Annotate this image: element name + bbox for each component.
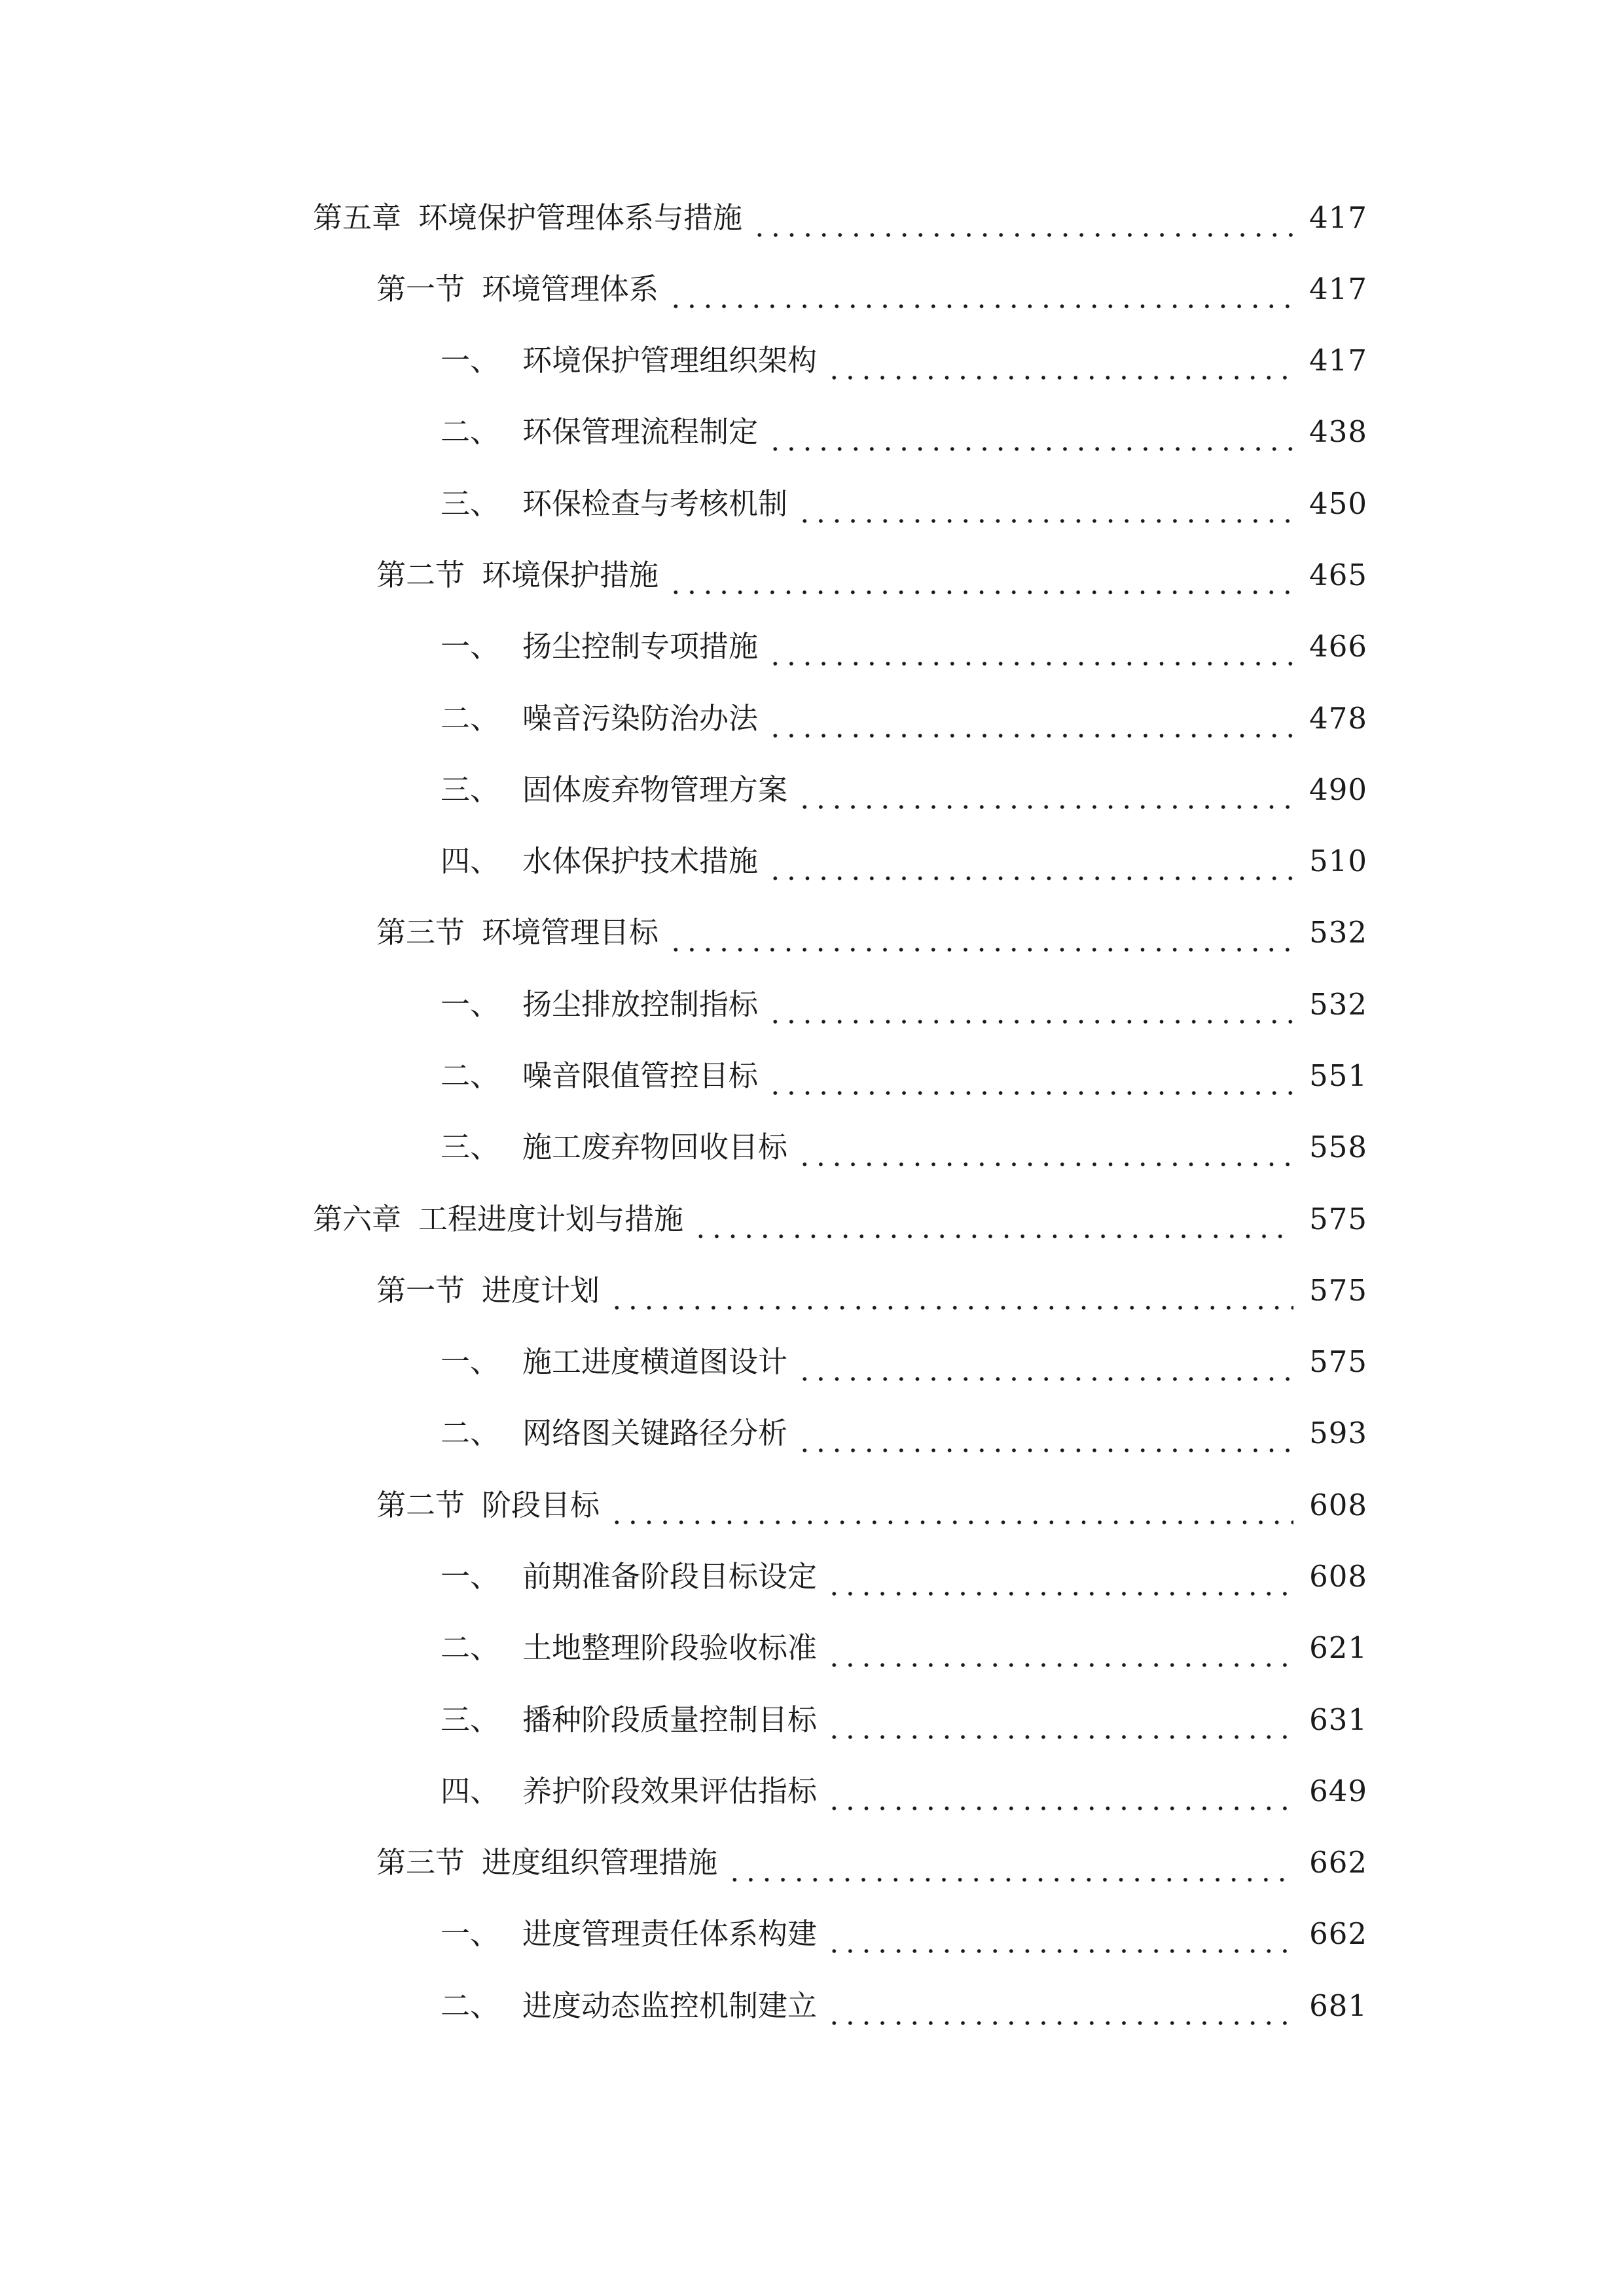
dot-leader	[751, 207, 1293, 238]
entry-number: 一、	[441, 629, 500, 664]
entry-title: 环保检查与考核机制	[522, 486, 788, 521]
entry-number: 二、	[441, 1416, 500, 1450]
toc-entry-section[interactable]	[376, 906, 1367, 959]
toc-entry-subsection[interactable]	[441, 835, 1367, 888]
dot-leader	[767, 850, 1293, 882]
entry-title: 进度管理责任体系构建	[522, 1916, 818, 1951]
entry-title: 土地整理阶段验收标准	[522, 1630, 818, 1665]
dot-leader	[797, 779, 1293, 810]
dot-leader	[797, 1351, 1293, 1382]
dot-leader	[767, 1065, 1293, 1096]
entry-title: 网络图关键路径分析	[522, 1416, 788, 1450]
entry-number: 第三节	[376, 915, 465, 950]
toc-entry-subsection[interactable]	[441, 620, 1367, 673]
toc-entry-subsection[interactable]	[441, 1336, 1367, 1388]
entry-page-number: 608	[1309, 1488, 1367, 1522]
entry-title: 噪音限值管控目标	[522, 1058, 759, 1093]
entry-number: 第三节	[376, 1845, 465, 1880]
entry-page-number: 631	[1309, 1702, 1367, 1737]
entry-page-number: 417	[1309, 343, 1367, 378]
entry-number: 一、	[441, 1916, 500, 1951]
entry-title: 前期准备阶段目标设定	[522, 1559, 818, 1594]
entry-page-number: 551	[1309, 1058, 1367, 1093]
dot-leader	[609, 1494, 1293, 1526]
entry-title: 进度组织管理措施	[482, 1845, 718, 1880]
entry-page-number: 417	[1309, 200, 1367, 235]
entry-number: 一、	[441, 1559, 500, 1594]
entry-number: 三、	[441, 486, 500, 521]
dot-leader	[767, 636, 1293, 667]
entry-title: 扬尘排放控制指标	[522, 987, 759, 1022]
dot-leader	[767, 421, 1293, 452]
toc-entry-subsection[interactable]	[441, 1980, 1367, 2032]
toc-entry-subsection[interactable]	[441, 764, 1367, 816]
entry-title: 固体废弃物管理方案	[522, 772, 788, 807]
entry-number: 二、	[441, 1988, 500, 2023]
entry-title: 播种阶段质量控制目标	[522, 1702, 818, 1737]
toc-entry-subsection[interactable]	[441, 334, 1367, 387]
entry-number: 三、	[441, 1702, 500, 1737]
entry-page-number: 575	[1309, 1273, 1367, 1308]
entry-title: 环境管理目标	[482, 915, 659, 950]
toc-entry-subsection[interactable]	[441, 978, 1367, 1031]
entry-title: 环境保护措施	[482, 558, 659, 592]
dot-leader	[797, 493, 1293, 524]
entry-title: 环境保护管理组织架构	[522, 343, 818, 378]
entry-page-number: 478	[1309, 701, 1367, 736]
entry-page-number: 510	[1309, 844, 1367, 878]
entry-title: 养护阶段效果评估指标	[522, 1774, 818, 1808]
entry-title: 工程进度计划与措施	[418, 1202, 684, 1236]
entry-title: 噪音污染防治办法	[522, 701, 759, 736]
entry-number: 一、	[441, 987, 500, 1022]
entry-title: 水体保护技术措施	[522, 844, 759, 878]
entry-page-number: 490	[1309, 772, 1367, 807]
entry-number: 四、	[441, 844, 500, 878]
entry-page-number: 450	[1309, 486, 1367, 521]
entry-number: 第一节	[376, 272, 465, 306]
entry-title: 施工进度横道图设计	[522, 1344, 788, 1379]
toc-entry-subsection[interactable]	[441, 692, 1367, 745]
entry-number: 二、	[441, 1630, 500, 1665]
toc-entry-subsection[interactable]	[441, 1622, 1367, 1674]
dot-leader	[609, 1280, 1293, 1311]
toc-entry-section[interactable]	[376, 263, 1367, 315]
entry-number: 四、	[441, 1774, 500, 1808]
dot-leader	[767, 994, 1293, 1025]
dot-leader	[826, 1995, 1293, 2026]
dot-leader	[727, 1852, 1293, 1883]
dot-leader	[826, 1780, 1293, 1812]
entry-page-number: 438	[1309, 414, 1367, 449]
toc-entry-subsection[interactable]	[441, 1050, 1367, 1102]
entry-page-number: 621	[1309, 1630, 1367, 1665]
toc-entry-subsection[interactable]	[441, 1407, 1367, 1460]
entry-number: 二、	[441, 701, 500, 736]
toc-entry-subsection[interactable]	[441, 1908, 1367, 1960]
dot-leader	[826, 1923, 1293, 1954]
dot-leader	[767, 708, 1293, 739]
toc-entry-chapter[interactable]	[313, 192, 1367, 244]
entry-page-number: 558	[1309, 1130, 1367, 1164]
entry-page-number: 649	[1309, 1774, 1367, 1808]
entry-page-number: 662	[1309, 1845, 1367, 1880]
dot-leader	[668, 922, 1293, 953]
entry-page-number: 575	[1309, 1344, 1367, 1379]
entry-page-number: 608	[1309, 1559, 1367, 1594]
dot-leader	[668, 278, 1293, 310]
entry-page-number: 662	[1309, 1916, 1367, 1951]
dot-leader	[826, 1637, 1293, 1668]
entry-number: 第二节	[376, 558, 465, 592]
toc-entry-subsection[interactable]	[441, 478, 1367, 530]
entry-title: 环境保护管理体系与措施	[418, 200, 743, 235]
dot-leader	[668, 564, 1293, 596]
entry-number: 第五章	[313, 200, 402, 235]
toc-entry-section[interactable]	[376, 1265, 1367, 1317]
entry-title: 环境管理体系	[482, 272, 659, 306]
toc-entry-subsection[interactable]	[441, 1694, 1367, 1746]
toc-entry-subsection[interactable]	[441, 406, 1367, 458]
entry-number: 三、	[441, 772, 500, 807]
dot-leader	[826, 1566, 1293, 1597]
entry-page-number: 575	[1309, 1202, 1367, 1236]
entry-title: 阶段目标	[482, 1488, 600, 1522]
entry-page-number: 466	[1309, 629, 1367, 664]
toc-entry-section[interactable]	[376, 549, 1367, 601]
toc-entry-section[interactable]	[376, 1837, 1367, 1889]
entry-page-number: 417	[1309, 272, 1367, 306]
entry-page-number: 532	[1309, 915, 1367, 950]
dot-leader	[797, 1136, 1293, 1168]
entry-number: 三、	[441, 1130, 500, 1164]
toc-entry-subsection[interactable]	[441, 1765, 1367, 1818]
entry-number: 一、	[441, 343, 500, 378]
toc-entry-section[interactable]	[376, 1479, 1367, 1532]
entry-number: 第二节	[376, 1488, 465, 1522]
entry-number: 第六章	[313, 1202, 402, 1236]
entry-number: 第一节	[376, 1273, 465, 1308]
toc-entry-subsection[interactable]	[441, 1121, 1367, 1174]
entry-title: 进度计划	[482, 1273, 600, 1308]
toc-entry-chapter[interactable]	[313, 1193, 1367, 1246]
dot-leader	[797, 1422, 1293, 1454]
entry-title: 环保管理流程制定	[522, 414, 759, 449]
entry-number: 一、	[441, 1344, 500, 1379]
dot-leader	[826, 1709, 1293, 1740]
dot-leader	[693, 1208, 1293, 1240]
entry-title: 进度动态监控机制建立	[522, 1988, 818, 2023]
entry-page-number: 593	[1309, 1416, 1367, 1450]
toc-entry-subsection[interactable]	[441, 1551, 1367, 1603]
entry-page-number: 465	[1309, 558, 1367, 592]
entry-title: 扬尘控制专项措施	[522, 629, 759, 664]
entry-title: 施工废弃物回收目标	[522, 1130, 788, 1164]
entry-page-number: 681	[1309, 1988, 1367, 2023]
entry-number: 二、	[441, 1058, 500, 1093]
dot-leader	[826, 350, 1293, 381]
entry-page-number: 532	[1309, 987, 1367, 1022]
entry-number: 二、	[441, 414, 500, 449]
